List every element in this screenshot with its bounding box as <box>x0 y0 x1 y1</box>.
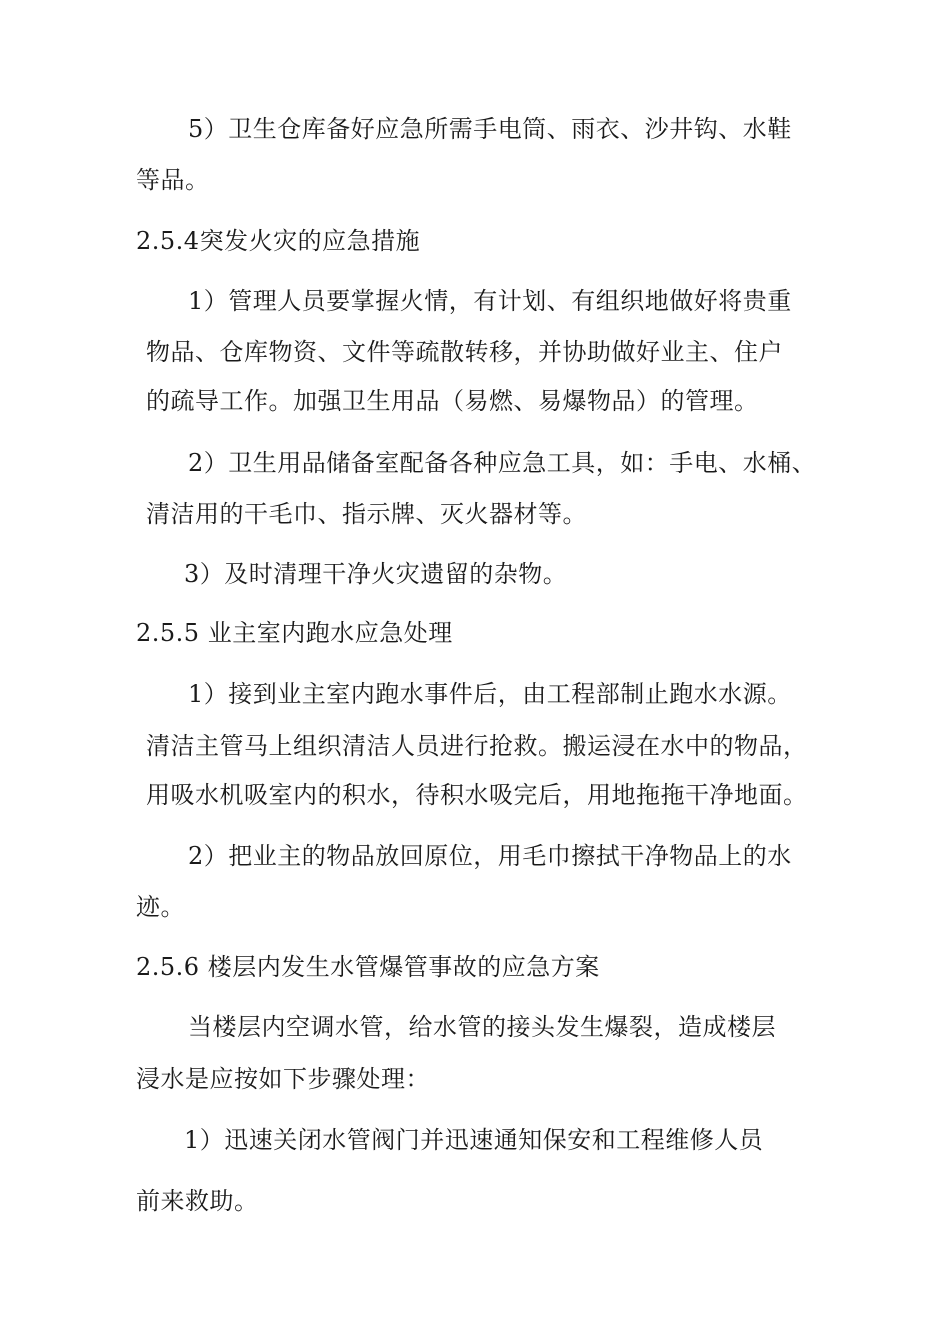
section-heading-2-5-4: 2.5.4突发火灾的应急措施 <box>136 227 421 255</box>
paragraph-fire-3: 3）及时清理干净火灾遗留的杂物。 <box>184 560 568 588</box>
paragraph-water-1-line-3: 用吸水机吸室内的积水，待积水吸完后，用地拖拖干净地面。 <box>146 781 808 809</box>
paragraph-pipe-intro-line-1: 当楼层内空调水管，给水管的接头发生爆裂，造成楼层 <box>188 1013 776 1041</box>
paragraph-item-5-line-1: 5）卫生仓库备好应急所需手电筒、雨衣、沙井钩、水鞋 <box>188 115 792 143</box>
paragraph-fire-2-line-1: 2）卫生用品储备室配备各种应急工具，如：手电、水桶、 <box>188 449 817 477</box>
paragraph-item-5-line-2: 等品。 <box>136 166 210 194</box>
section-heading-2-5-5: 2.5.5 业主室内跑水应急处理 <box>136 619 453 647</box>
paragraph-water-1-line-1: 1）接到业主室内跑水事件后，由工程部制止跑水水源。 <box>188 680 792 708</box>
paragraph-fire-1-line-2: 物品、仓库物资、文件等疏散转移，并协助做好业主、住户 <box>146 338 783 366</box>
paragraph-water-2-line-2: 迹。 <box>136 893 185 921</box>
paragraph-pipe-1-line-1: 1）迅速关闭水管阀门并迅速通知保安和工程维修人员 <box>184 1126 764 1154</box>
paragraph-fire-1-line-3: 的疏导工作。加强卫生用品（易燃、易爆物品）的管理。 <box>146 387 759 415</box>
paragraph-fire-1-line-1: 1）管理人员要掌握火情，有计划、有组织地做好将贵重 <box>188 287 792 315</box>
paragraph-water-1-line-2: 清洁主管马上组织清洁人员进行抢救。搬运浸在水中的物品， <box>146 732 808 760</box>
paragraph-pipe-1-line-2: 前来救助。 <box>136 1187 259 1215</box>
paragraph-water-2-line-1: 2）把业主的物品放回原位，用毛巾擦拭干净物品上的水 <box>188 842 792 870</box>
section-heading-2-5-6: 2.5.6 楼层内发生水管爆管事故的应急方案 <box>136 953 600 981</box>
paragraph-pipe-intro-line-2: 浸水是应按如下步骤处理： <box>136 1065 430 1093</box>
paragraph-fire-2-line-2: 清洁用的干毛巾、指示牌、灭火器材等。 <box>146 500 587 528</box>
